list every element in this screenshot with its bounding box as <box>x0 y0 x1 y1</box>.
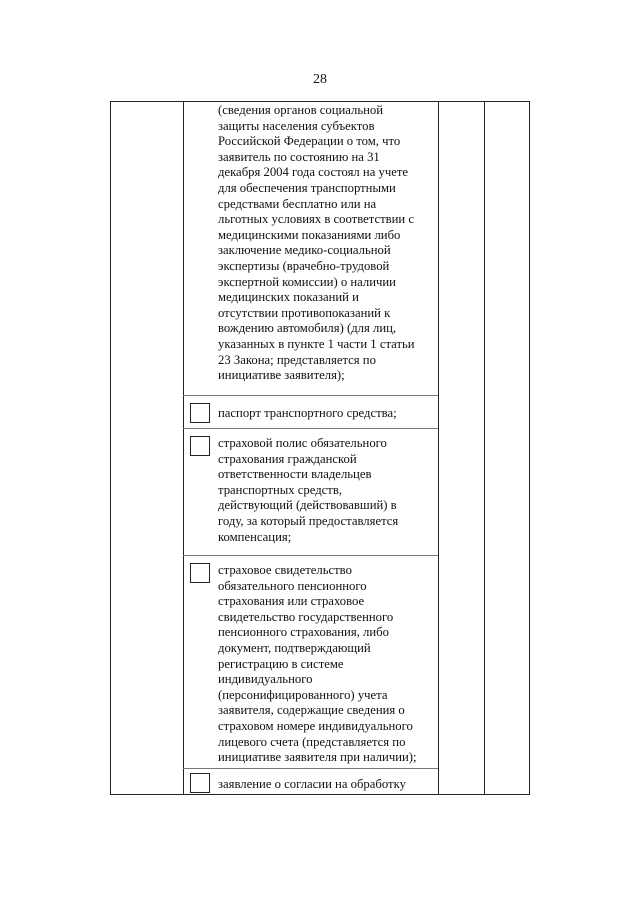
row-divider <box>183 555 438 556</box>
list-item-text: паспорт транспортного средства; <box>218 406 397 420</box>
list-item-text: страховой полис обязательного страхования гражданской ответственности владельцев транспортных средств, действующий (действовавший) в году, за который предоставляется компенсация; <box>218 436 399 544</box>
list-item-text: заявление о согласии на обработку <box>218 777 406 791</box>
row-divider <box>183 768 438 769</box>
checkbox-insurance-policy[interactable] <box>190 436 210 456</box>
checkbox-vehicle-passport[interactable] <box>190 403 210 423</box>
column-divider <box>484 101 485 795</box>
column-divider <box>183 101 184 795</box>
checkbox-pension-certificate[interactable] <box>190 563 210 583</box>
list-item-text: (сведения органов социальной защиты населения субъектов Российской Федерации о том, что заявитель по состоянию на 31 декабря 2004 года состоял на учете для обеспечения транспортными средствами бесплатно или на льготных условиях в соответствии с медицинскими показаниями либо заключение медико-социальной экспертизы (врачебно-трудовой экспертной комиссии) о наличии медицинских показаний и отсутствии противопоказаний к вождению автомобиля) (для лиц, указанных в пункте 1 части 1 статьи 23 Закона; представляется по инициативе заявителя); <box>218 103 415 383</box>
list-item-text: страховое свидетельство обязательного пенсионного страхования или страховое свидетельство государственного пенсионного страхования, либо документ, подтверждающий регистрацию в системе индивидуального (персонифицированного) учета заявителя, содержащие сведения о страховом номере индивидуального лицевого счета (представляется по инициативе заявителя при наличии); <box>218 563 417 765</box>
row-divider <box>183 395 438 396</box>
row-divider <box>183 428 438 429</box>
page-number: 28 <box>313 72 327 87</box>
checkbox-consent-statement[interactable] <box>190 773 210 793</box>
